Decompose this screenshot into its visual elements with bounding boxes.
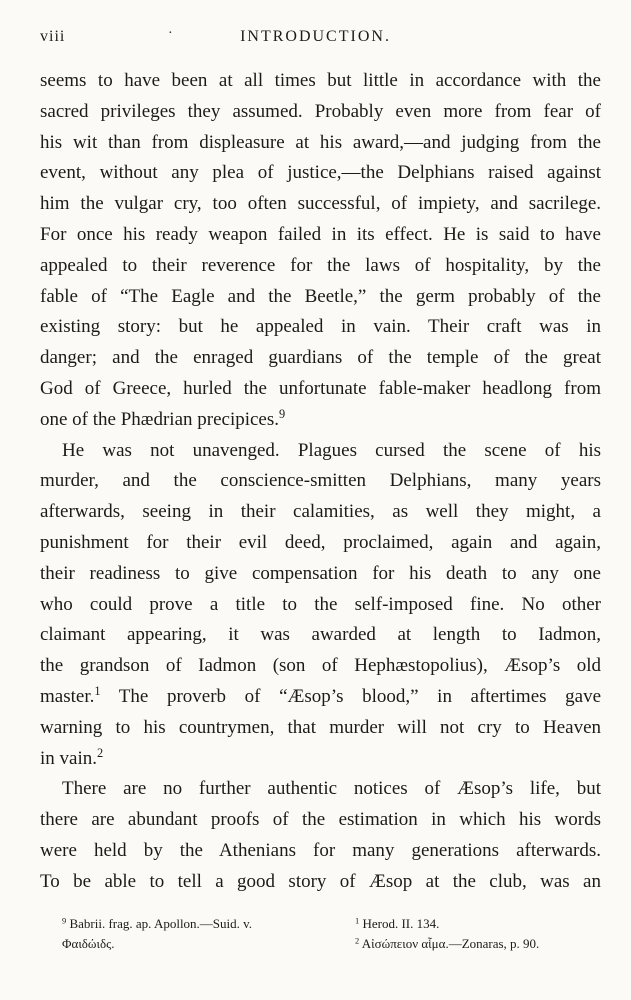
line-text: claimant appearing, it was awarded at length to Iadmon,	[40, 624, 601, 646]
line-text: For once his ready weapon failed in its effect. He is said to have	[40, 223, 601, 245]
line-text: There are no further authentic notices of Æsop’s life, but	[62, 778, 601, 800]
footnotes-left-column	[62, 914, 252, 954]
text-line	[40, 620, 601, 651]
footnote-reference: 9	[279, 406, 286, 421]
text-line	[40, 559, 601, 590]
body-text	[40, 66, 601, 898]
line-text: murder, and the conscience-smitten Delphians, many years	[40, 470, 601, 492]
line-text: afterwards, seeing in their calamities, as well they might, a	[40, 501, 601, 523]
line-text: his wit than from displeasure at his award,—and judging from the	[40, 131, 601, 153]
text-line	[40, 528, 601, 559]
footnote-mark: 1	[355, 915, 360, 926]
line-text: He was not unavenged. Plagues cursed the scene of his	[62, 439, 601, 461]
line-text: him the vulgar cry, too often successful, of impiety, and sacrilege.	[40, 193, 601, 215]
header-dot: ·	[168, 26, 174, 41]
footnote-text: Φαιδώιδς.	[62, 936, 115, 951]
footnote-text: Αἰσώπειον αἷμα.—Zonaras, p. 90.	[359, 936, 540, 951]
text-line	[40, 805, 601, 836]
footnote	[355, 934, 539, 954]
text-line	[40, 651, 601, 682]
text-line	[40, 374, 601, 405]
page-number: viii	[40, 28, 66, 45]
footnote-mark: 2	[355, 935, 360, 946]
text-line	[40, 220, 601, 251]
text-line	[40, 405, 601, 436]
text-line	[40, 282, 601, 313]
text-line	[40, 66, 601, 97]
line-text: in vain.	[40, 747, 97, 769]
footnote	[62, 914, 252, 934]
line-text: existing story: but he appealed in vain. Their craft was in	[40, 316, 601, 338]
text-line	[40, 590, 601, 621]
chapter-title: INTRODUCTION.	[240, 28, 391, 45]
footnote	[355, 914, 539, 934]
line-text: were held by the Athenians for many generations afterwards.	[40, 839, 601, 861]
text-line	[40, 682, 601, 713]
text-line	[40, 774, 601, 805]
footnote-mark: 9	[62, 915, 67, 926]
line-text: who could prove a title to the self-imposed fine. No other	[40, 593, 601, 615]
line-text: one of the Phædrian precipices.	[40, 408, 280, 430]
line-text: danger; and the enraged guardians of the temple of the great	[40, 347, 601, 369]
line-text: warning to his countrymen, that murder will not cry to Heaven	[40, 716, 601, 738]
line-text: master.	[40, 685, 95, 707]
text-line	[40, 343, 601, 374]
footnotes-right-column	[355, 914, 539, 954]
footnote-text: Babrii. frag. ap. Apollon.—Suid. v.	[66, 916, 253, 931]
text-line	[40, 97, 601, 128]
line-text: appealed to their reverence for the laws of hospitality, by the	[40, 254, 601, 276]
text-line	[40, 713, 601, 744]
footnote-reference: 1	[94, 684, 101, 699]
line-text: the grandson of Iadmon (son of Hephæstopolius), Æsop’s old	[40, 655, 601, 677]
text-line	[40, 128, 601, 159]
text-line	[40, 867, 601, 898]
text-line	[40, 158, 601, 189]
line-text: event, without any plea of justice,—the Delphians raised against	[40, 162, 601, 184]
line-text-continued: The proverb of “Æsop’s blood,” in aftertimes gave	[100, 685, 601, 707]
footnote-text: Herod. II. 134.	[359, 916, 440, 931]
text-line	[40, 312, 601, 343]
text-line	[40, 836, 601, 867]
text-line	[40, 189, 601, 220]
line-text: there are abundant proofs of the estimation in which his words	[40, 809, 601, 831]
line-text: fable of “The Eagle and the Beetle,” the germ probably of the	[40, 285, 601, 307]
running-header	[40, 22, 591, 50]
text-line	[40, 436, 601, 467]
text-line	[40, 466, 601, 497]
line-text: seems to have been at all times but little in accordance with the	[40, 70, 601, 91]
text-line	[40, 497, 601, 528]
line-text: sacred privileges they assumed. Probably even more from fear of	[40, 100, 601, 122]
text-line	[40, 251, 601, 282]
line-text: their readiness to give compensation for his death to any one	[40, 562, 601, 584]
text-line	[40, 744, 601, 775]
footnote-reference: 2	[97, 745, 104, 760]
line-text: To be able to tell a good story of Æsop at the club, was an	[40, 870, 601, 892]
footnote	[62, 934, 252, 954]
line-text: God of Greece, hurled the unfortunate fable-maker headlong from	[40, 377, 601, 399]
line-text: punishment for their evil deed, proclaimed, again and again,	[40, 531, 601, 553]
